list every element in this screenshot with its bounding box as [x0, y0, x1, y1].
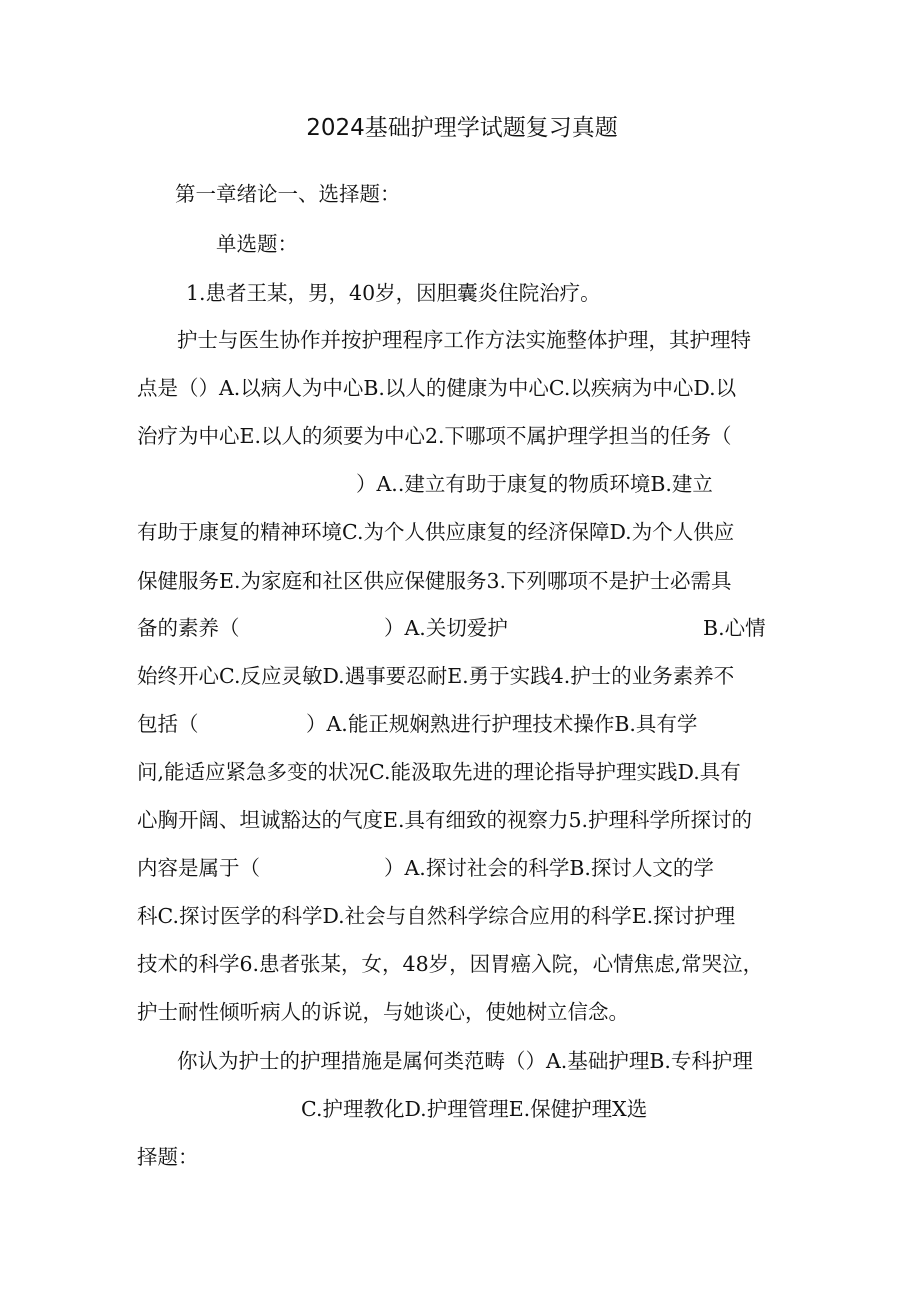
text-line: ）A.关切爱护 — [384, 616, 508, 640]
text-line: 你认为护士的护理措施是属何类范畴（）A.基础护理B.专科护理 — [177, 1049, 753, 1073]
text-line: 内容是属于（ — [137, 856, 260, 880]
text-line: 择题： — [137, 1145, 199, 1169]
text-line: 心胸开阔、坦诚豁达的气度E.具有细致的视察力5.护理科学所探讨的 — [137, 808, 753, 832]
text-line: 始终开心C.反应灵敏D.遇事要忍耐E.勇于实践4.护士的业务素养不 — [137, 664, 735, 688]
text-line: B.心情 — [703, 616, 766, 640]
text-line: 技术的科学6.患者张某，女，48岁，因胃癌入院，心情焦虑,常哭泣， — [137, 952, 764, 976]
text-line: ）A.探讨社会的科学B.探讨人文的学 — [384, 856, 714, 880]
text-line: 护士与医生协作并按护理程序工作方法实施整体护理，其护理特 — [177, 328, 751, 352]
text-line: 1.患者王某，男，40岁，因胆囊炎住院治疗。 — [186, 281, 601, 305]
text-line: C.护理教化D.护理管理E.保健护理X选 — [301, 1097, 648, 1121]
text-line: 治疗为中心E.以人的须要为中心2.下哪项不属护理学担当的任务（ — [137, 424, 732, 448]
document-title — [0, 112, 920, 144]
text-line: 单选题： — [216, 232, 298, 256]
text-line: ）A.能正规娴熟进行护理技术操作B.具有学 — [306, 712, 698, 736]
text-line: 包括（ — [137, 712, 199, 736]
text-line: 第一章绪论一、选择题： — [175, 182, 401, 206]
text-line: ）A..建立有助于康复的物质环境B.建立 — [356, 472, 713, 496]
document-title-text: 2024基础护理学试题复习真题 — [306, 115, 618, 141]
text-line: 备的素养（ — [137, 616, 240, 640]
text-line: 科C.探讨医学的科学D.社会与自然科学综合应用的科学E.探讨护理 — [137, 904, 736, 928]
text-line: 点是（）A.以病人为中心B.以人的健康为中心C.以疾病为中心D.以 — [137, 376, 737, 400]
text-line: 问,能适应紧急多变的状况C.能汲取先进的理论指导护理实践D.具有 — [137, 760, 741, 784]
text-line: 护士耐性倾听病人的诉说，与她谈心，使她树立信念。 — [137, 1000, 629, 1024]
text-line: 有助于康复的精神环境C.为个人供应康复的经济保障D.为个人供应 — [137, 520, 735, 544]
text-line: 保健服务E.为家庭和社区供应保健服务3.下列哪项不是护士必需具 — [137, 569, 732, 593]
